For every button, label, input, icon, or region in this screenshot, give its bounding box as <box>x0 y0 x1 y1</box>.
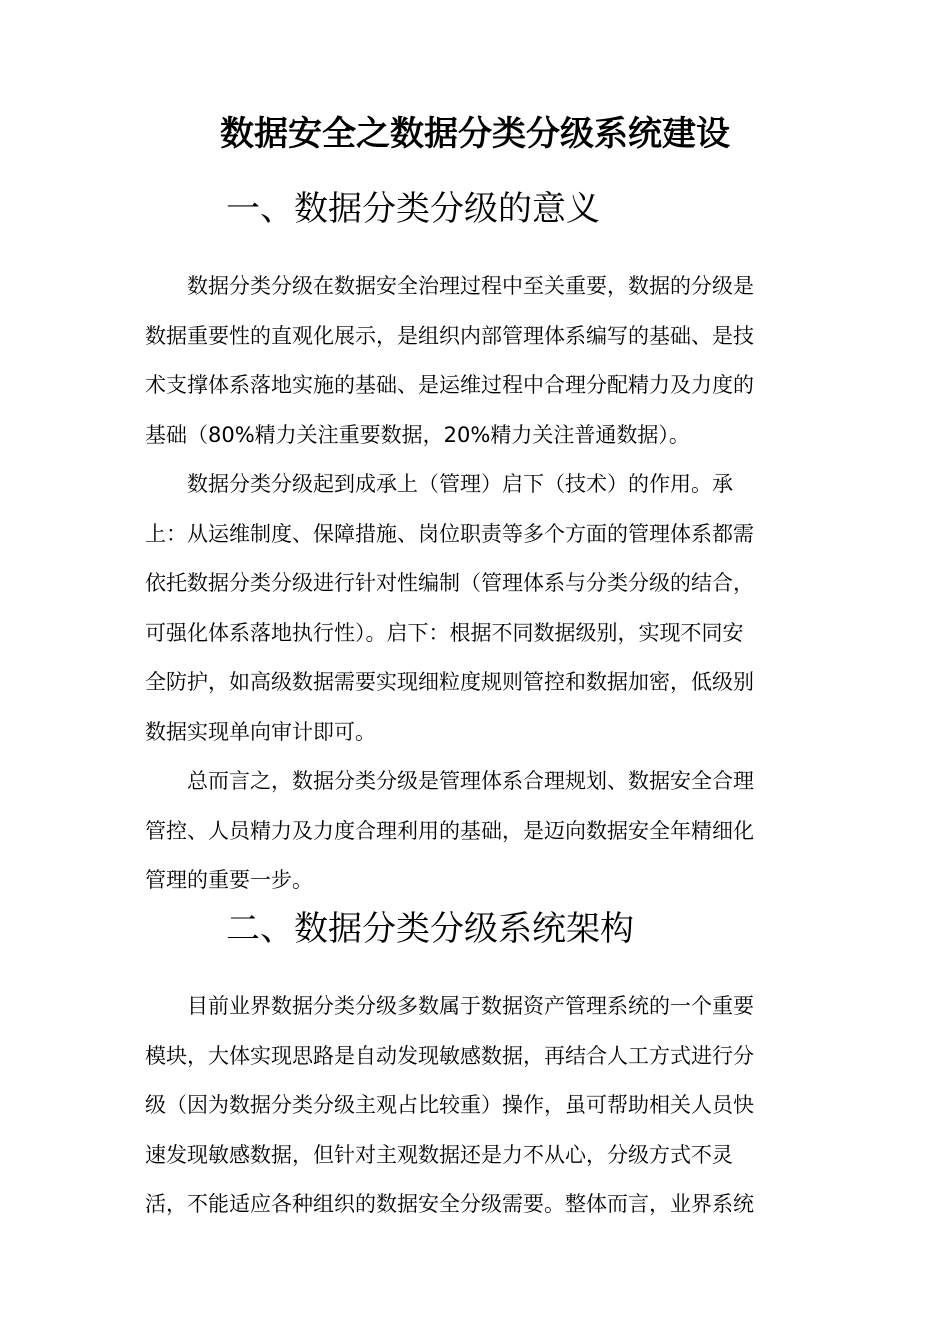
text-line: 数据实现单向审计即可。 <box>145 719 376 744</box>
text-line: 数据分类分级起到成承上（管理）启下（技术）的作用。承 <box>187 472 733 496</box>
text-line: 全防护，如高级数据需要实现细粒度规则管控和数据加密，低级别 <box>145 670 754 694</box>
text-line: 数据重要性的直观化展示，是组织内部管理体系编写的基础、是技 <box>145 323 754 348</box>
text-line: 数据分类分级在数据安全治理过程中至关重要，数据的分级是 <box>187 274 754 298</box>
text-line: 管控、人员精力及力度合理利用的基础，是迈向数据安全年精细化 <box>145 818 754 843</box>
section-heading-2: 二、数据分类分级系统架构 <box>226 909 634 949</box>
text-line: 基础（80%精力关注重要数据，20%精力关注普通数据）。 <box>145 422 690 447</box>
text-line: 上：从运维制度、保障措施、岗位职责等多个方面的管理体系都需 <box>145 521 754 546</box>
text-line: 速发现敏感数据，但针对主观数据还是力不从心，分级方式不灵 <box>145 1142 733 1167</box>
document-title: 数据安全之数据分类分级系统建设 <box>220 114 730 154</box>
text-line: 管理的重要一步。 <box>145 868 313 892</box>
text-line: 活，不能适应各种组织的数据安全分级需要。整体而言，业界系统 <box>145 1192 754 1216</box>
section-heading-1: 一、数据分类分级的意义 <box>226 189 600 229</box>
paragraph-1-1 <box>145 262 805 460</box>
text-line: 模块，大体实现思路是自动发现敏感数据，再结合人工方式进行分 <box>145 1043 754 1068</box>
text-line: 依托数据分类分级进行针对性编制（管理体系与分类分级的结合， <box>145 571 754 595</box>
paragraph-1-2 <box>145 460 805 757</box>
text-line: 可强化体系落地执行性）。启下：根据不同数据级别，实现不同安 <box>145 620 744 645</box>
text-line: 术支撑体系落地实施的基础、是运维过程中合理分配精力及力度的 <box>145 373 754 397</box>
text-line: 总而言之，数据分类分级是管理体系合理规划、数据安全合理 <box>187 769 754 793</box>
text-line: 目前业界数据分类分级多数属于数据资产管理系统的一个重要 <box>187 994 754 1018</box>
paragraph-2-1 <box>145 982 805 1230</box>
paragraph-1-3 <box>145 757 805 906</box>
text-line: 级（因为数据分类分级主观占比较重）操作，虽可帮助相关人员快 <box>145 1093 754 1117</box>
